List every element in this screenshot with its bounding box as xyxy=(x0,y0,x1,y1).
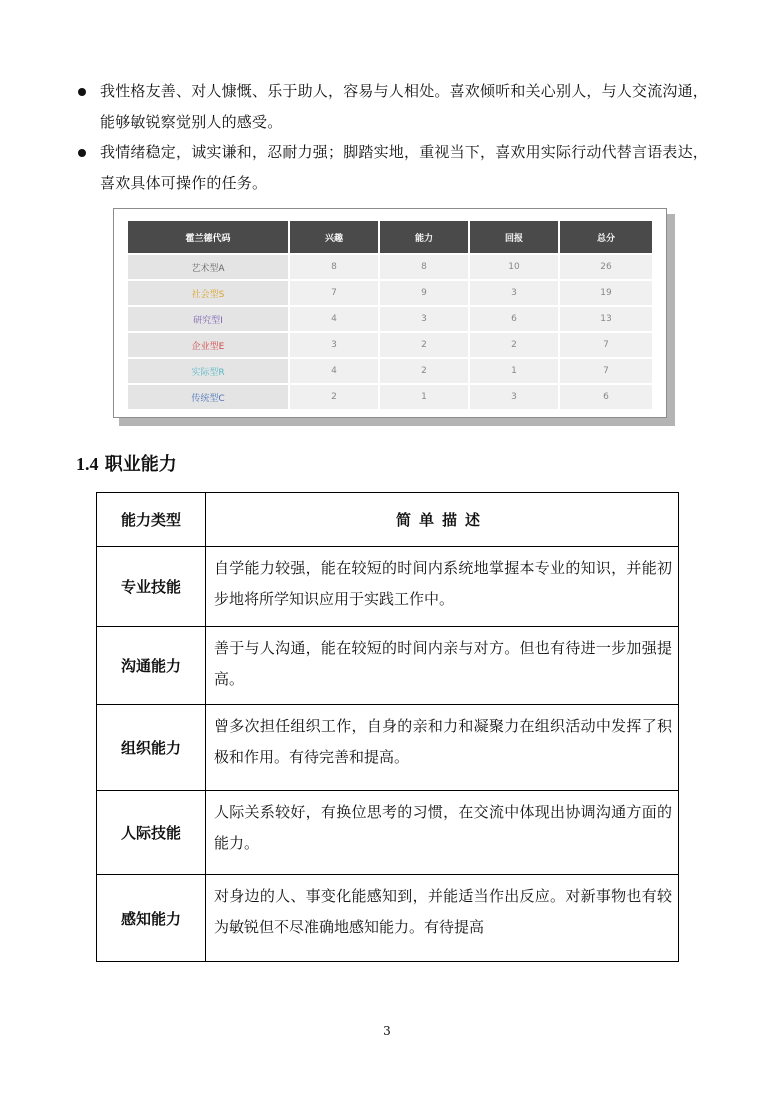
holland-cell-reward: 6 xyxy=(470,307,558,331)
ability-row xyxy=(97,791,679,875)
holland-cell-ability: 2 xyxy=(380,333,468,357)
holland-cell-reward: 2 xyxy=(470,333,558,357)
holland-screenshot xyxy=(113,208,667,418)
holland-header-ability: 能力 xyxy=(380,221,468,253)
holland-header-code: 霍兰德代码 xyxy=(128,221,288,253)
holland-cell-code: 传统型C xyxy=(128,385,288,409)
ability-table xyxy=(96,492,679,962)
holland-cell-ability: 8 xyxy=(380,255,468,279)
ability-type: 人际技能 xyxy=(97,791,206,875)
ability-header-type: 能力类型 xyxy=(97,493,206,547)
bullet-dot xyxy=(78,88,86,96)
holland-cell-total: 26 xyxy=(560,255,652,279)
holland-cell-interest: 2 xyxy=(290,385,378,409)
ability-row xyxy=(97,875,679,962)
ability-type: 专业技能 xyxy=(97,547,206,627)
holland-row xyxy=(128,281,652,305)
page-number: 3 xyxy=(383,1024,391,1038)
holland-row xyxy=(128,307,652,331)
holland-cell-total: 6 xyxy=(560,385,652,409)
bullet-emotion xyxy=(78,137,708,199)
holland-cell-ability: 2 xyxy=(380,359,468,383)
holland-cell-code: 研究型I xyxy=(128,307,288,331)
holland-cell-reward: 3 xyxy=(470,281,558,305)
bullet-dot xyxy=(78,149,86,157)
section-heading xyxy=(76,450,177,476)
holland-cell-code: 艺术型A xyxy=(128,255,288,279)
ability-header-desc: 简单描述 xyxy=(206,493,679,547)
holland-cell-reward: 10 xyxy=(470,255,558,279)
holland-header-row xyxy=(128,221,652,253)
holland-cell-ability: 1 xyxy=(380,385,468,409)
holland-cell-total: 19 xyxy=(560,281,652,305)
bullet-personality xyxy=(78,76,708,138)
holland-cell-reward: 3 xyxy=(470,385,558,409)
holland-cell-interest: 7 xyxy=(290,281,378,305)
ability-header-row xyxy=(97,493,679,547)
bullet-text: 我性格友善、对人慷慨、乐于助人，容易与人相处。喜欢倾听和关心别人，与人交流沟通，能够敏锐察觉别人的感受。 xyxy=(100,82,709,131)
holland-cell-code: 企业型E xyxy=(128,333,288,357)
holland-cell-ability: 9 xyxy=(380,281,468,305)
holland-header-reward: 回报 xyxy=(470,221,558,253)
holland-header-interest: 兴趣 xyxy=(290,221,378,253)
ability-description: 曾多次担任组织工作，自身的亲和力和凝聚力在组织活动中发挥了积极和作用。有待完善和提高。 xyxy=(206,705,679,791)
holland-header-total: 总分 xyxy=(560,221,652,253)
holland-row xyxy=(128,359,652,383)
holland-row xyxy=(128,385,652,409)
holland-cell-code: 实际型R xyxy=(128,359,288,383)
holland-row xyxy=(128,255,652,279)
section-number: 1.4 xyxy=(76,454,99,474)
holland-cell-total: 7 xyxy=(560,359,652,383)
holland-cell-total: 7 xyxy=(560,333,652,357)
ability-description: 人际关系较好，有换位思考的习惯，在交流中体现出协调沟通方面的能力。 xyxy=(206,791,679,875)
holland-cell-code: 社会型S xyxy=(128,281,288,305)
ability-type: 沟通能力 xyxy=(97,627,206,705)
holland-row xyxy=(128,333,652,357)
ability-row xyxy=(97,547,679,627)
ability-type: 感知能力 xyxy=(97,875,206,962)
ability-row xyxy=(97,627,679,705)
holland-cell-interest: 4 xyxy=(290,359,378,383)
section-title: 职业能力 xyxy=(104,454,177,475)
holland-cell-ability: 3 xyxy=(380,307,468,331)
ability-description: 善于与人沟通，能在较短的时间内亲与对方。但也有待进一步加强提高。 xyxy=(206,627,679,705)
holland-cell-interest: 8 xyxy=(290,255,378,279)
ability-row xyxy=(97,705,679,791)
ability-description: 对身边的人、事变化能感知到，并能适当作出反应。对新事物也有较为敏锐但不尽准确地感知能力。有待提高 xyxy=(206,875,679,962)
holland-code-table xyxy=(126,219,654,411)
ability-type: 组织能力 xyxy=(97,705,206,791)
holland-cell-interest: 4 xyxy=(290,307,378,331)
holland-cell-interest: 3 xyxy=(290,333,378,357)
holland-cell-reward: 1 xyxy=(470,359,558,383)
holland-cell-total: 13 xyxy=(560,307,652,331)
bullet-text: 我情绪稳定，诚实谦和，忍耐力强；脚踏实地，重视当下，喜欢用实际行动代替言语表达，喜欢具体可操作的任务。 xyxy=(100,143,709,192)
ability-description: 自学能力较强，能在较短的时间内系统地掌握本专业的知识，并能初步地将所学知识应用于实践工作中。 xyxy=(206,547,679,627)
